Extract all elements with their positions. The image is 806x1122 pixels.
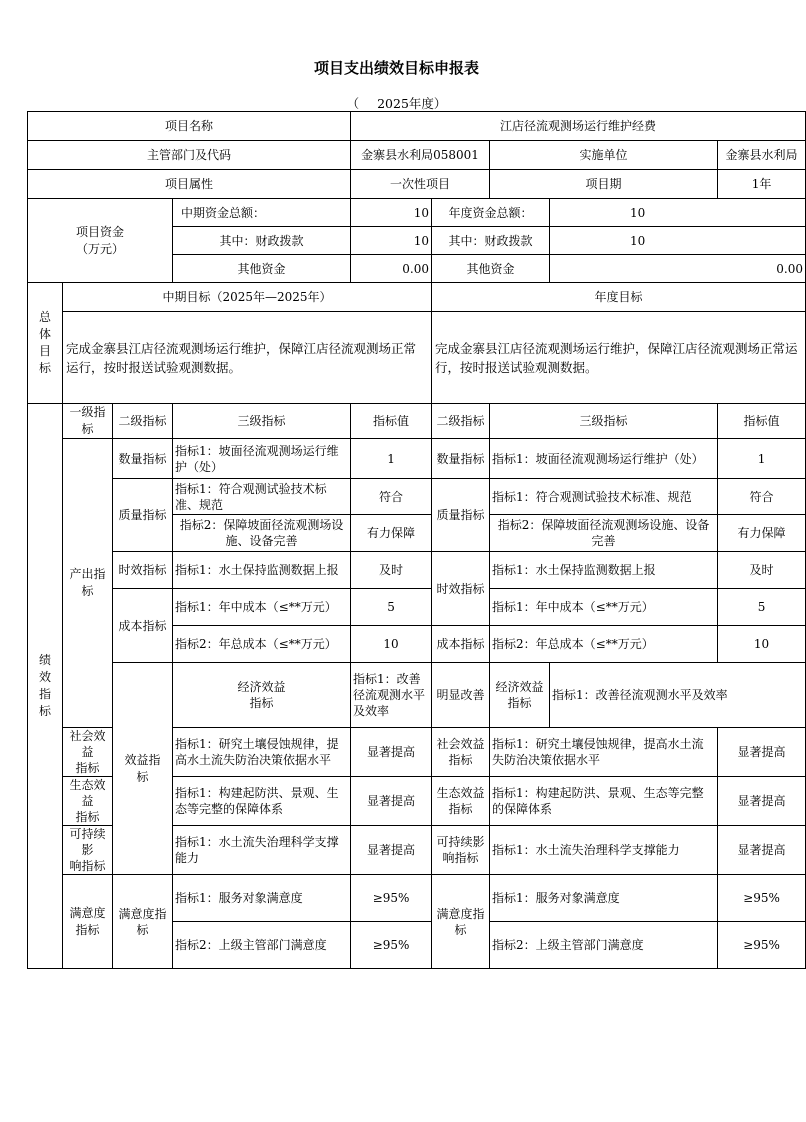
year-other-value: 0.00 [550, 255, 806, 283]
mid-other-label: 其他资金 [173, 255, 351, 283]
page-title: 项目支出绩效目标申报表 [313, 59, 479, 77]
performance-table [27, 111, 806, 969]
time-sub-right: 时效指标 [432, 552, 490, 626]
sustain-sub-right: 可持续影 响指标 [432, 826, 490, 875]
value-header: 指标值 [351, 404, 432, 439]
project-name-label: 项目名称 [28, 112, 351, 141]
indicator-value: ≥95% [351, 875, 432, 922]
indicator-value: 1 [351, 439, 432, 479]
mid-fiscal-value: 10 [351, 227, 432, 255]
cost-sub: 成本指标 [113, 589, 173, 663]
indicator-value-right: ≥95% [718, 875, 806, 922]
economic-sub-right: 经济效益 指标 [490, 663, 550, 728]
indicator-row-right: 指标1：符合观测试验技术标准、规范 [490, 479, 718, 515]
indicator-row-right: 指标1：年中成本（≤**万元） [490, 589, 718, 626]
mid-total-value: 10 [351, 199, 432, 227]
indicator-value-right: 有力保障 [718, 515, 806, 552]
mid-goal-text: 完成金寨县江店径流观测场运行维护，保障江店径流观测场正常运行，按时报送试验观测数据。 [63, 312, 432, 404]
indicator-row-right: 指标2：上级主管部门满意度 [490, 922, 718, 969]
attribute-label: 项目属性 [28, 170, 351, 199]
indicator-row-right: 指标2：保障坡面径流观测场设施、设备完善 [490, 515, 718, 552]
social-sub-right: 社会效益 指标 [432, 728, 490, 777]
level3-header: 三级指标 [173, 404, 351, 439]
attribute-value: 一次性项目 [351, 170, 490, 199]
mid-total-label: 中期资金总额： [173, 199, 351, 227]
satisfaction-sub: 满意度指 标 [113, 875, 173, 969]
year-line [0, 94, 793, 112]
indicator-value-right: ≥95% [718, 922, 806, 969]
indicator-row: 指标2：保障坡面径流观测场设施、设备完善 [173, 515, 351, 552]
indicator-row: 指标1：服务对象满意度 [173, 875, 351, 922]
year-other-label: 其他资金 [432, 255, 550, 283]
level2-header-right: 二级指标 [432, 404, 490, 439]
indicator-value-right: 显著提高 [718, 826, 806, 875]
indicator-row-right: 指标1：水土保持监测数据上报 [490, 552, 718, 589]
indicator-row-right: 指标1：坡面径流观测场运行维护（处） [490, 439, 718, 479]
project-name-value: 江店径流观测场运行维护经费 [351, 112, 806, 141]
year-total-value: 10 [550, 199, 806, 227]
indicator-value: ≥95% [351, 922, 432, 969]
quality-sub: 质量指标 [113, 479, 173, 552]
cost-sub-right: 成本指标 [432, 626, 490, 663]
funds-label: 项目资金 （万元） [28, 199, 173, 283]
year-goal-header: 年度目标 [432, 283, 806, 312]
perf-indicator-label: 绩 效 指 标 [28, 404, 63, 969]
indicator-value: 显著提高 [351, 728, 432, 777]
indicator-value: 5 [351, 589, 432, 626]
period-value: 1年 [718, 170, 806, 199]
quantity-sub-right: 数量指标 [432, 439, 490, 479]
indicator-row-right: 指标1：改善径流观测水平及效率 [550, 663, 806, 728]
mid-other-value: 0.00 [351, 255, 432, 283]
indicator-row: 指标1：坡面径流观测场运行维护（处） [173, 439, 351, 479]
year-fiscal-label: 其中：财政拨款 [432, 227, 550, 255]
time-sub: 时效指标 [113, 552, 173, 589]
indicator-row: 指标1：构建起防洪、景观、生态等完整的保障体系 [173, 777, 351, 826]
indicator-value: 有力保障 [351, 515, 432, 552]
indicator-value-right: 1 [718, 439, 806, 479]
indicator-row: 指标2：年总成本（≤**万元） [173, 626, 351, 663]
value-header-right: 指标值 [718, 404, 806, 439]
impl-unit-value: 金寨县水利局 [718, 141, 806, 170]
indicator-row-right: 指标2：年总成本（≤**万元） [490, 626, 718, 663]
sustain-sub: 可持续影 响指标 [63, 826, 113, 875]
quantity-sub: 数量指标 [113, 439, 173, 479]
indicator-value: 明显改善 [432, 663, 490, 728]
indicator-row: 指标1：改善径流观测水平及效率 [351, 663, 432, 728]
satisfaction-category: 满意度 指标 [63, 875, 113, 969]
overall-goal-label: 总 体 目 标 [28, 283, 63, 404]
indicator-value: 显著提高 [351, 777, 432, 826]
indicator-value-right: 显著提高 [718, 728, 806, 777]
indicator-row: 指标1：研究土壤侵蚀规律，提高水土流失防治决策依据水平 [173, 728, 351, 777]
indicator-row-right: 指标1：水土流失治理科学支撑能力 [490, 826, 718, 875]
level1-header: 一级指 标 [63, 404, 113, 439]
indicator-value: 10 [351, 626, 432, 663]
period-label: 项目期 [490, 170, 718, 199]
indicator-row-right: 指标1：构建起防洪、景观、生态等完整的保障体系 [490, 777, 718, 826]
year-total-label: 年度资金总额： [432, 199, 550, 227]
indicator-value-right: 5 [718, 589, 806, 626]
dept-code-label: 主管部门及代码 [28, 141, 351, 170]
indicator-value-right: 10 [718, 626, 806, 663]
year-open-paren: （ [346, 96, 360, 111]
quality-sub-right: 质量指标 [432, 479, 490, 552]
indicator-row-right: 指标1：研究土壤侵蚀规律，提高水土流失防治决策依据水平 [490, 728, 718, 777]
ecological-sub: 生态效益 指标 [63, 777, 113, 826]
indicator-value: 显著提高 [351, 826, 432, 875]
indicator-value: 符合 [351, 479, 432, 515]
indicator-value: 及时 [351, 552, 432, 589]
ecological-sub-right: 生态效益 指标 [432, 777, 490, 826]
economic-sub: 经济效益 指标 [173, 663, 351, 728]
mid-goal-header: 中期目标（2025年—2025年） [63, 283, 432, 312]
indicator-row: 指标1：水土保持监测数据上报 [173, 552, 351, 589]
benefit-category: 效益指 标 [113, 663, 173, 875]
indicator-value-right: 及时 [718, 552, 806, 589]
indicator-value-right: 符合 [718, 479, 806, 515]
satisfaction-sub-right: 满意度指 标 [432, 875, 490, 969]
level2-header: 二级指标 [113, 404, 173, 439]
dept-code-value: 金寨县水利局058001 [351, 141, 490, 170]
indicator-row: 指标1：水土流失治理科学支撑能力 [173, 826, 351, 875]
year-goal-text: 完成金寨县江店径流观测场运行维护，保障江店径流观测场正常运行，按时报送试验观测数据。 [432, 312, 806, 404]
indicator-row: 指标1：年中成本（≤**万元） [173, 589, 351, 626]
mid-fiscal-label: 其中：财政拨款 [173, 227, 351, 255]
indicator-row: 指标1：符合观测试验技术标准、规范 [173, 479, 351, 515]
impl-unit-label: 实施单位 [490, 141, 718, 170]
indicator-row-right: 指标1：服务对象满意度 [490, 875, 718, 922]
social-sub: 社会效益 指标 [63, 728, 113, 777]
year-fiscal-value: 10 [550, 227, 806, 255]
indicator-row: 指标2：上级主管部门满意度 [173, 922, 351, 969]
level3-header-right: 三级指标 [490, 404, 718, 439]
output-category: 产出指 标 [63, 439, 113, 728]
year-value: 2025年度） [377, 96, 447, 111]
indicator-value-right: 显著提高 [718, 777, 806, 826]
